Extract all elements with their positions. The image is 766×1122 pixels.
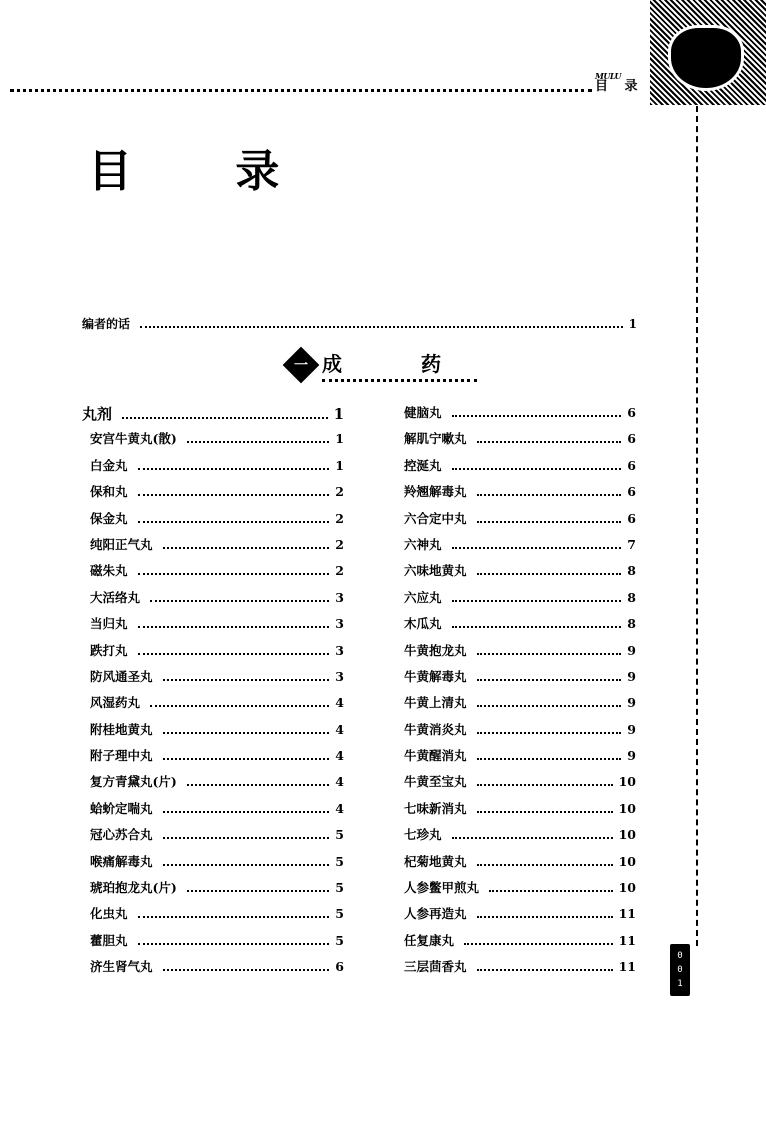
leader-dots (477, 573, 622, 575)
toc-entry[interactable] (82, 878, 344, 904)
toc-entry-page: 4 (335, 721, 344, 737)
leader-dots (150, 705, 329, 707)
toc-entry-label: 六合定中丸 (404, 510, 467, 526)
toc-entry[interactable] (82, 641, 344, 667)
leader-dots (163, 811, 330, 813)
running-head-pinyin: MULU (595, 71, 621, 81)
toc-entry-preface[interactable] (82, 315, 637, 332)
toc-entry-page: 6 (627, 431, 636, 447)
toc-entry[interactable] (396, 561, 636, 587)
section-heading (288, 348, 477, 382)
page-number-digit: 1 (677, 979, 683, 989)
toc-entry[interactable] (396, 588, 636, 614)
leader-dots (150, 600, 329, 602)
toc-entry-page: 3 (335, 668, 344, 684)
leader-dots (163, 679, 330, 681)
leader-dots (138, 626, 330, 628)
leader-dots (452, 600, 622, 602)
toc-entry[interactable] (396, 403, 636, 429)
toc-entry-page: 11 (618, 906, 636, 922)
toc-entry-label: 人参鳖甲煎丸 (404, 880, 480, 896)
toc-entry[interactable] (396, 509, 636, 535)
toc-entry-label: 蛤蚧定喘丸 (90, 800, 153, 816)
toc-entry-page: 9 (627, 642, 636, 658)
leader-dots (138, 521, 330, 523)
leader-dots (477, 521, 622, 523)
toc-entry-label: 化虫丸 (90, 906, 128, 922)
leader-dots (489, 890, 613, 892)
toc-entry-label: 防风通圣丸 (90, 668, 153, 684)
leader-dots (477, 441, 622, 443)
toc-entry[interactable] (396, 772, 636, 798)
page-number-badge (670, 944, 690, 996)
toc-entry-page: 4 (335, 695, 344, 711)
leader-dots (138, 653, 330, 655)
toc-entry[interactable] (396, 429, 636, 455)
toc-entry-page: 4 (335, 774, 344, 790)
toc-entry-page: 2 (335, 563, 344, 579)
toc-entry[interactable] (82, 588, 344, 614)
toc-entry-label: 大活络丸 (90, 589, 141, 605)
toc-entry-label: 藿胆丸 (90, 932, 128, 948)
toc-entry[interactable] (396, 957, 636, 983)
toc-entry-page: 2 (335, 536, 344, 552)
toc-entry[interactable] (396, 456, 636, 482)
toc-entry-label: 七珍丸 (404, 827, 442, 843)
toc-entry-page: 10 (618, 800, 636, 816)
toc-entry-label: 羚翘解毒丸 (404, 484, 467, 500)
toc-entry-label: 牛黄抱龙丸 (404, 642, 467, 658)
toc-entry-page: 6 (627, 405, 636, 420)
leader-dots (138, 494, 330, 496)
header-dotted-rule (10, 89, 592, 92)
leader-dots (163, 547, 330, 549)
toc-entry-label: 牛黄解毒丸 (404, 668, 467, 684)
toc-entry-label: 六神丸 (404, 536, 442, 552)
toc-entry-page: 6 (335, 959, 344, 975)
toc-entry-page: 1 (335, 457, 344, 473)
leader-dots (163, 969, 330, 971)
running-head (595, 72, 644, 93)
diamond-icon (283, 347, 320, 384)
toc-entry-label: 白金丸 (90, 457, 128, 473)
toc-entry[interactable] (396, 693, 636, 719)
toc-entry[interactable] (82, 509, 344, 535)
toc-entry-page: 2 (335, 510, 344, 526)
toc-entry[interactable] (82, 720, 344, 746)
toc-entry-label: 附桂地黄丸 (90, 721, 153, 737)
toc-entry-label: 杞菊地黄丸 (404, 853, 467, 869)
toc-entry-page: 3 (335, 589, 344, 605)
toc-entry-page: 2 (335, 484, 344, 500)
toc-entry-label: 保金丸 (90, 510, 128, 526)
leader-dots (138, 468, 330, 470)
leader-dots (187, 890, 329, 892)
toc-entry[interactable] (82, 825, 344, 851)
toc-entry[interactable] (396, 720, 636, 746)
leader-dots (163, 837, 330, 839)
toc-entry-page: 11 (618, 932, 636, 948)
leader-dots (452, 415, 622, 417)
toc-entry-label: 当归丸 (90, 616, 128, 632)
toc-entry[interactable] (82, 667, 344, 693)
toc-entry[interactable] (82, 746, 344, 772)
leader-dots (138, 573, 330, 575)
running-head-title: 目 录 (595, 79, 644, 94)
toc-entry[interactable] (396, 482, 636, 508)
toc-entry[interactable] (82, 852, 344, 878)
toc-entry[interactable] (396, 535, 636, 561)
toc-entry[interactable] (396, 825, 636, 851)
toc-entry-page: 6 (627, 457, 636, 473)
toc-entry-label: 六应丸 (404, 589, 442, 605)
page-number-digit: 0 (677, 965, 683, 975)
toc-entry-page: 9 (627, 748, 636, 764)
page-number-digit: 0 (677, 951, 683, 961)
toc-entry-label: 磁朱丸 (90, 563, 128, 579)
leader-dots (452, 547, 622, 549)
leader-dots (477, 653, 622, 655)
toc-entry[interactable] (82, 799, 344, 825)
toc-entry-page: 10 (618, 827, 636, 843)
toc-entry-label: 安宫牛黄丸(散) (90, 431, 177, 447)
toc-entry[interactable] (82, 561, 344, 587)
toc-entry-page: 11 (618, 959, 636, 975)
section-number: 一 (294, 358, 308, 374)
toc-entry[interactable] (396, 852, 636, 878)
leader-dots (464, 943, 613, 945)
toc-entry-label: 健脑丸 (404, 405, 442, 420)
toc-entry-page: 6 (627, 484, 636, 500)
toc-entry-label: 解肌宁嗽丸 (404, 431, 467, 447)
toc-entry-page: 5 (335, 880, 344, 896)
toc-entry-label: 任复康丸 (404, 932, 455, 948)
toc-entry-page: 4 (335, 800, 344, 816)
toc-entry-page: 9 (627, 695, 636, 711)
toc-entry[interactable] (82, 957, 344, 983)
toc-entry-label: 琥珀抱龙丸(片) (90, 880, 177, 896)
toc-entry-page: 7 (627, 536, 636, 552)
toc-right-column (396, 403, 636, 984)
toc-entry-page: 1 (335, 431, 344, 447)
leader-dots (477, 758, 622, 760)
toc-entry-page: 1 (628, 317, 637, 331)
toc-entry[interactable] (82, 429, 344, 455)
toc-entry-label: 牛黄至宝丸 (404, 774, 467, 790)
leader-dots (452, 837, 613, 839)
leader-dots (163, 758, 330, 760)
leader-dots (452, 468, 622, 470)
leader-dots (477, 969, 613, 971)
toc-left-column (82, 403, 344, 984)
toc-entry-page: 6 (627, 510, 636, 526)
toc-entry-page: 1 (333, 405, 344, 423)
toc-entry-label: 七味新消丸 (404, 800, 467, 816)
toc-entry[interactable] (396, 746, 636, 772)
leader-dots (138, 916, 330, 918)
toc-entry-label: 纯阳正气丸 (90, 536, 153, 552)
toc-entry[interactable] (396, 878, 636, 904)
leader-dots (477, 705, 622, 707)
toc-entry-label: 冠心苏合丸 (90, 827, 153, 843)
toc-entry-page: 9 (627, 721, 636, 737)
toc-entry-page: 3 (335, 616, 344, 632)
toc-entry-page: 9 (627, 668, 636, 684)
toc-entry[interactable] (82, 403, 344, 429)
toc-entry-label: 编者的话 (82, 317, 131, 331)
leader-dots (477, 811, 613, 813)
toc-entry-label: 复方青黛丸(片) (90, 774, 177, 790)
toc-entry-label: 喉痛解毒丸 (90, 853, 153, 869)
toc-entry-page: 10 (618, 774, 636, 790)
toc-entry-label: 跌打丸 (90, 642, 128, 658)
toc-entry[interactable] (82, 482, 344, 508)
toc-entry-page: 10 (618, 853, 636, 869)
toc-entry[interactable] (82, 904, 344, 930)
toc-entry-label: 木瓜丸 (404, 616, 442, 632)
toc-entry[interactable] (82, 456, 344, 482)
toc-entry[interactable] (396, 641, 636, 667)
toc-entry-page: 4 (335, 748, 344, 764)
leader-dots (477, 679, 622, 681)
toc-entry-label: 风湿药丸 (90, 695, 141, 711)
leader-dots (477, 494, 622, 496)
leader-dots (477, 732, 622, 734)
leader-dots (477, 784, 613, 786)
margin-dotted-rule (696, 106, 698, 946)
toc-entry-page: 3 (335, 642, 344, 658)
toc-entry-page: 10 (618, 880, 636, 896)
toc-entry-label: 控涎丸 (404, 457, 442, 473)
toc-entry[interactable] (82, 772, 344, 798)
toc-entry-page: 5 (335, 932, 344, 948)
toc-entry[interactable] (396, 667, 636, 693)
toc-entry-page: 8 (627, 563, 636, 579)
toc-entry-label: 济生肾气丸 (90, 959, 153, 975)
toc-entry-label: 牛黄醒消丸 (404, 748, 467, 764)
toc-entry-label: 六味地黄丸 (404, 563, 467, 579)
toc-entry-page: 8 (627, 589, 636, 605)
leader-dots (452, 626, 622, 628)
leader-dots (138, 943, 330, 945)
toc-entry-page: 8 (627, 616, 636, 632)
toc-entry-page: 5 (335, 827, 344, 843)
page-title: 目 录 (88, 146, 324, 197)
toc-entry[interactable] (396, 614, 636, 640)
toc-entry-label: 牛黄消炎丸 (404, 721, 467, 737)
leader-dots (477, 916, 613, 918)
toc-entry-label: 丸剂 (82, 405, 113, 423)
leader-dots (122, 417, 328, 419)
toc-entry-page: 5 (335, 853, 344, 869)
leader-dots (140, 326, 623, 328)
toc-entry[interactable] (82, 693, 344, 719)
teacup-illustration (650, 0, 766, 105)
toc-entry-label: 保和丸 (90, 484, 128, 500)
leader-dots (477, 864, 613, 866)
toc-entry[interactable] (396, 904, 636, 930)
leader-dots (187, 784, 329, 786)
leader-dots (163, 864, 330, 866)
toc-entry-label: 人参再造丸 (404, 906, 467, 922)
section-title: 成 药 (322, 348, 477, 382)
toc-entry[interactable] (82, 614, 344, 640)
leader-dots (163, 732, 330, 734)
toc-entry-label: 附子理中丸 (90, 748, 153, 764)
toc-entry[interactable] (82, 535, 344, 561)
toc-entry[interactable] (82, 931, 344, 957)
toc-entry-label: 牛黄上清丸 (404, 695, 467, 711)
toc-entry[interactable] (396, 931, 636, 957)
toc-entry[interactable] (396, 799, 636, 825)
toc-entry-label: 三层茴香丸 (404, 959, 467, 975)
leader-dots (187, 441, 329, 443)
toc-entry-page: 5 (335, 906, 344, 922)
